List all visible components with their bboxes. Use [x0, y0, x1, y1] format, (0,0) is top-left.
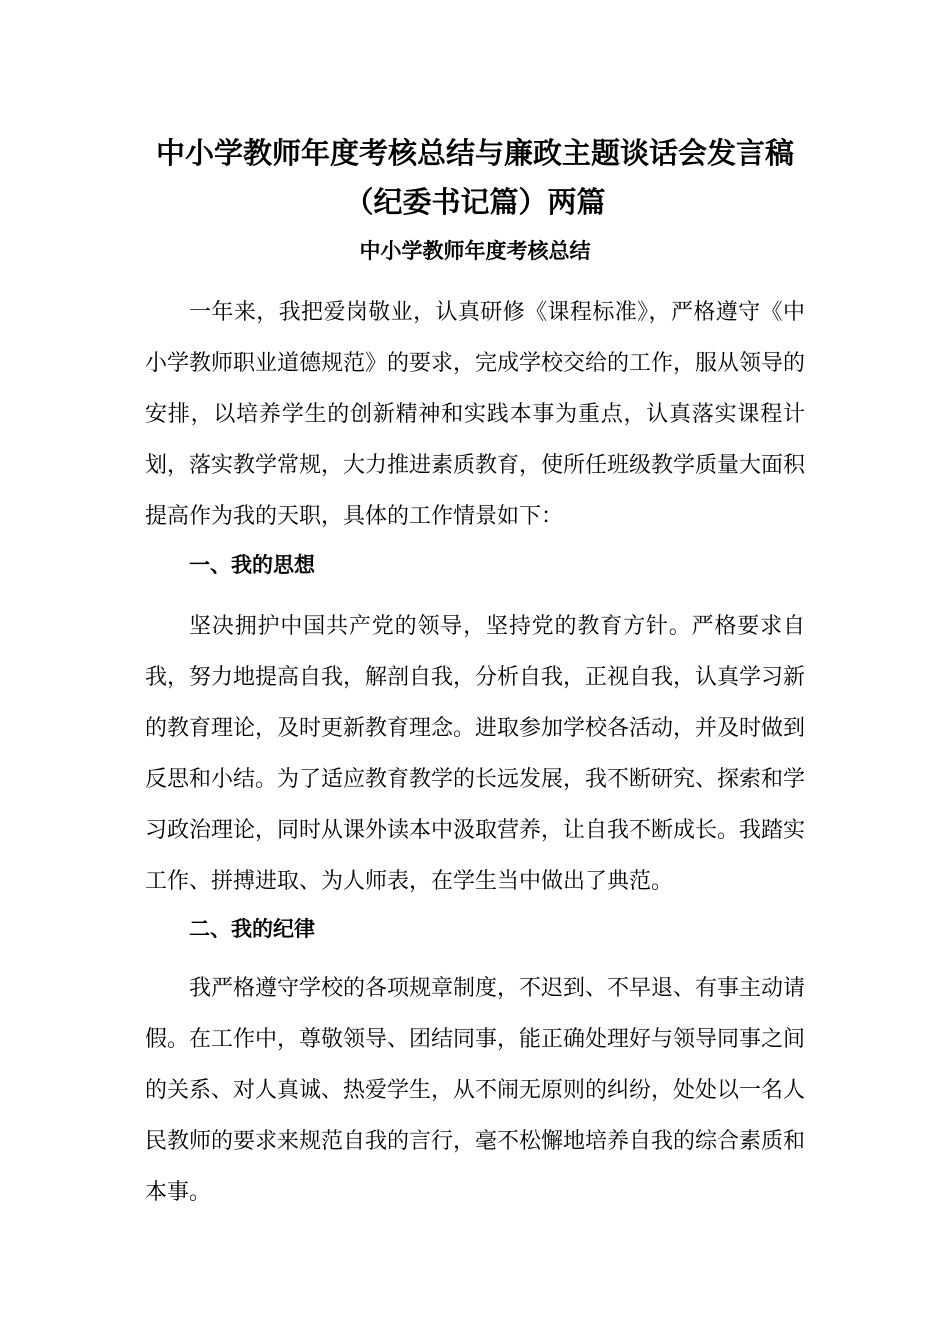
section-body-discipline: 我严格遵守学校的各项规章制度，不迟到、不早退、有事主动请假。在工作中，尊敬领导、团结同事，能正确处理好与领导同事之间的关系、对人真诚、热爱学生，从不闹无原则的纠纷，处处以一名人民教师的要求来规范自我的言行，毫不松懈地培养自我的综合素质和本事。 [145, 976, 806, 1205]
document-title-line-2: （纪委书记篇）两篇 [344, 185, 606, 219]
intro-paragraph: 一年来，我把爱岗敬业，认真研修《课程标准》，严格遵守《中小学教师职业道德规范》的要求，完成学校交给的工作，服从领导的安排，以培养学生的创新精神和实践本事为重点，认真落实课程计划，落实教学常规，大力推进素质教育，使所任班级教学质量大面积提高作为我的天职，具体的工作情景如下： [145, 300, 806, 529]
section-heading-discipline: 二、我的纪律 [189, 917, 315, 941]
section-heading-thought: 一、我的思想 [189, 553, 315, 577]
document-subtitle: 中小学教师年度考核总结 [359, 239, 591, 263]
document-title-line-1: 中小学教师年度考核总结与廉政主题谈话会发言稿 [155, 136, 794, 170]
section-body-thought: 坚决拥护中国共产党的领导，坚持党的教育方针。严格要求自我，努力地提高自我，解剖自我，分析自我，正视自我，认真学习新的教育理论，及时更新教育理念。进取参加学校各活动，并及时做到反思和小结。为了适应教育教学的长远发展，我不断研究、探索和学习政治理论，同时从课外读本中汲取营养，让自我不断成长。我踏实工作、拼搏进取、为人师表，在学生当中做出了典范。 [145, 614, 806, 894]
